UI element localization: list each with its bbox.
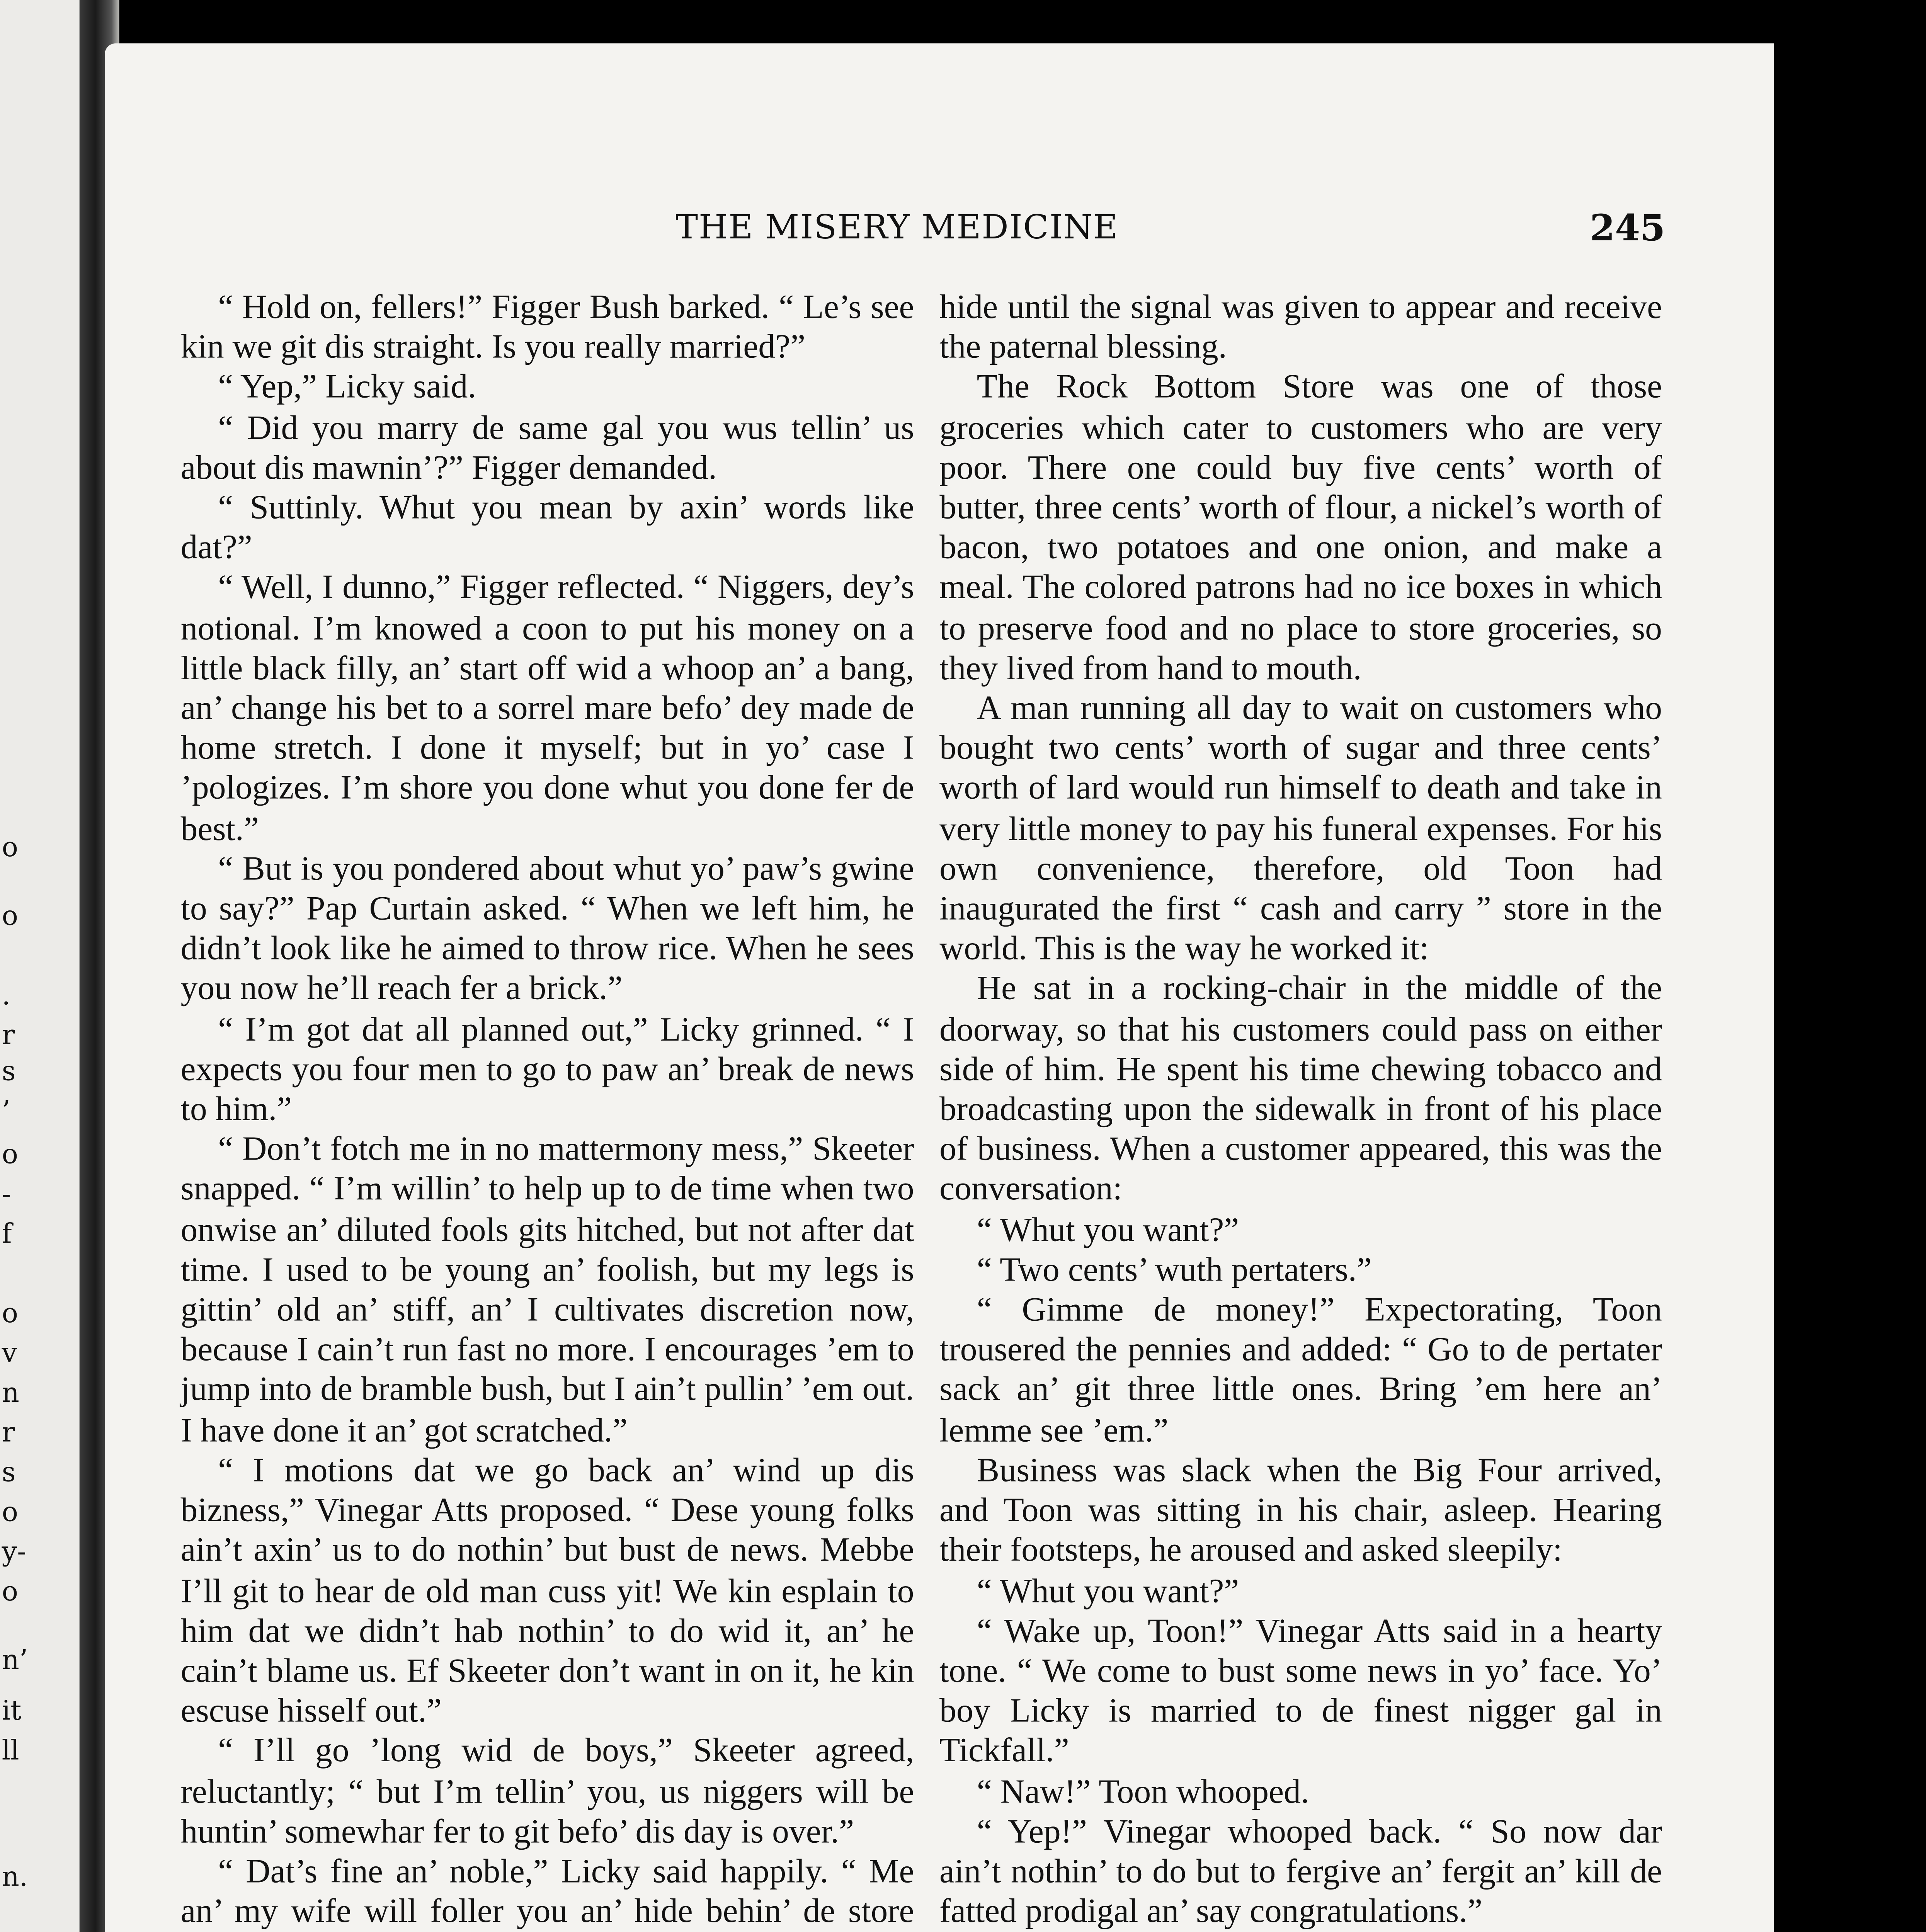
paragraph: “ Whut you want?” [977,1572,1239,1611]
book-page [105,43,1774,1932]
left-page-fragment: o [2,1575,18,1608]
paragraph: The Rock Bottom Store was one of those groceries which cater to customers who are very poor. There one could buy five cents’ worth of butter, three cents’ worth of flour, a nickel’s worth of bacon, two potatoes and one onion, and make a meal. The colored patrons had no ice boxes in which to preserve food and no place to store groceries, so they lived from hand to mouth. [939,369,1662,688]
right-text-column [939,289,1662,1932]
paragraph: “ I’m got dat all planned out,” Licky grinned. “ I expects you four men to go to paw an’ break de news to him.” [180,1011,914,1129]
left-text-column [181,289,914,1932]
paragraph: “ Yep,” Licky said. [218,369,476,407]
left-page-fragment: n’ [2,1644,28,1677]
paragraph: “ Suttinly. Whut you mean by axin’ words like dat?” [180,489,914,568]
page-number: 245 [1590,206,1666,250]
left-page-fragment: y- [2,1535,27,1568]
left-page-fragment: r [2,1019,15,1051]
paragraph: “ Hold on, fellers!” Figger Bush barked. “ Le’s see kin we git dis straight. Is you really married?” [180,289,914,367]
left-page-fragment: o [2,1297,18,1330]
paragraph: He sat in a rocking-chair in the middle of the doorway, so that his customers could pass on either side of him. He spent his time chewing tobacco and broadcasting upon the sidewalk in front of his place of business. When a customer appeared, this was the conversation: [939,971,1662,1209]
paragraph: A man running all day to wait on customers who bought two cents’ worth of sugar and three cents’ worth of lard would run himself to death and take in very little money to pay his funeral expenses. For his own convenience, therefore, old Toon had inaugurated the first “ cash and carry ” store in the world. This is the way he worked it: [939,690,1662,969]
left-page-fragment: ll [2,1734,19,1767]
left-page-fragment: f [2,1217,12,1250]
paragraph: “ Did you marry de same gal you wus tellin’ us about dis mawnin’?” Figger demanded. [180,409,914,488]
paragraph: “ But is you pondered about whut yo’ paw’s gwine to say?” Pap Curtain asked. “ When we left him, he didn’t look like he aimed to throw rice. When he sees you now he’ll reach fer a brick.” [180,850,914,1009]
paragraph: “ Naw!” Toon whooped. [977,1773,1309,1811]
left-page-fragment: it [2,1694,22,1727]
paragraph: “ Dat’s fine an’ noble,” Licky said happily. “ Me an’ my wife will foller you an’ hide behin’ de store [180,1853,914,1932]
left-page-fragment: o [2,1495,18,1529]
left-page-fragment: v [2,1337,17,1369]
paragraph-continuation: hide until the signal was given to appear and receive the paternal blessing. [939,289,1662,367]
left-page-fragment: s [2,1055,16,1088]
left-page-fragment: ’ [2,1095,11,1128]
paragraph: “ Don’t fotch me in no mattermony mess,” Skeeter snapped. “ I’m willin’ to help up to de time when two onwise an’ diluted fools gits hitched, but not after dat time. I used to be young an’ foolish, but my legs is gittin’ old an’ stiff, an’ I cultivates discretion now, because I cain’t run fast no more. I encourages ’em to jump into de bramble bush, but I ain’t pullin’ ’em out. I have done it an’ got scratched.” [180,1131,914,1450]
left-page-fragment: o [2,900,18,932]
paragraph: “ Yep!” Vinegar whooped back. “ So now dar ain’t nothin’ to do but to fergive an’ fergit an’ kill de fatted prodigal an’ say congratulations.” [939,1813,1662,1932]
left-page-fragment: o [2,1138,18,1171]
paragraph: “ Well, I dunno,” Figger reflected. “ Niggers, dey’s notional. I’m knowed a coon to put his money on a little black filly, an’ start off wid a whoop an’ a bang, an’ change his bet to a sorrel mare befo’ dey made de home stretch. I done it myself; but in yo’ case I ’pologizes. I’m shore you done whut you done fer de best.” [180,570,914,849]
paragraph: “ I’ll go ’long wid de boys,” Skeeter agreed, reluctantly; “ but I’m tellin’ you, us niggers will be huntin’ somewhar fer to git befo’ dis day is over.” [180,1733,914,1851]
paragraph: Business was slack when the Big Four arrived, and Toon was sitting in his chair, asleep. Hearing their footsteps, he aroused and asked sleepily: [939,1452,1662,1570]
paragraph: “ Wake up, Toon!” Vinegar Atts said in a hearty tone. “ We come to bust some news in yo’ face. Yo’ boy Licky is married to de finest nigger gal in Tickfall.” [939,1612,1662,1771]
left-page-fragment: . [2,979,11,1012]
scan-background [1774,0,1926,1932]
left-page-fragment: - [2,1178,11,1211]
paragraph: “ Gimme de money!” Expectorating, Toon trousered the pennies and added: “ Go to de pertater sack an’ git three little ones. Bring ’em here an’ lemme see ’em.” [939,1291,1662,1450]
left-page-fragment: r [2,1416,15,1449]
paragraph: “ Two cents’ wuth pertaters.” [977,1252,1372,1290]
left-page-fragment: n. [2,1861,28,1893]
left-page-fragment: o [2,831,18,864]
left-page-fragment: s [2,1456,16,1489]
left-page-fragment: n [2,1376,19,1409]
running-head: THE MISERY MEDICINE [675,209,1119,248]
paragraph: “ I motions dat we go back an’ wind up dis bizness,” Vinegar Atts proposed. “ Dese young folks ain’t axin’ us to do nothin’ but bust de news. Mebbe I’ll git to hear de old man cuss yit! We kin esplain to him dat we didn’t hab nothin’ to do wid it, an’ he cain’t blame us. Ef Skeeter don’t want in on it, he kin escuse hisself out.” [180,1452,914,1731]
paragraph: “ Whut you want?” [977,1211,1239,1250]
